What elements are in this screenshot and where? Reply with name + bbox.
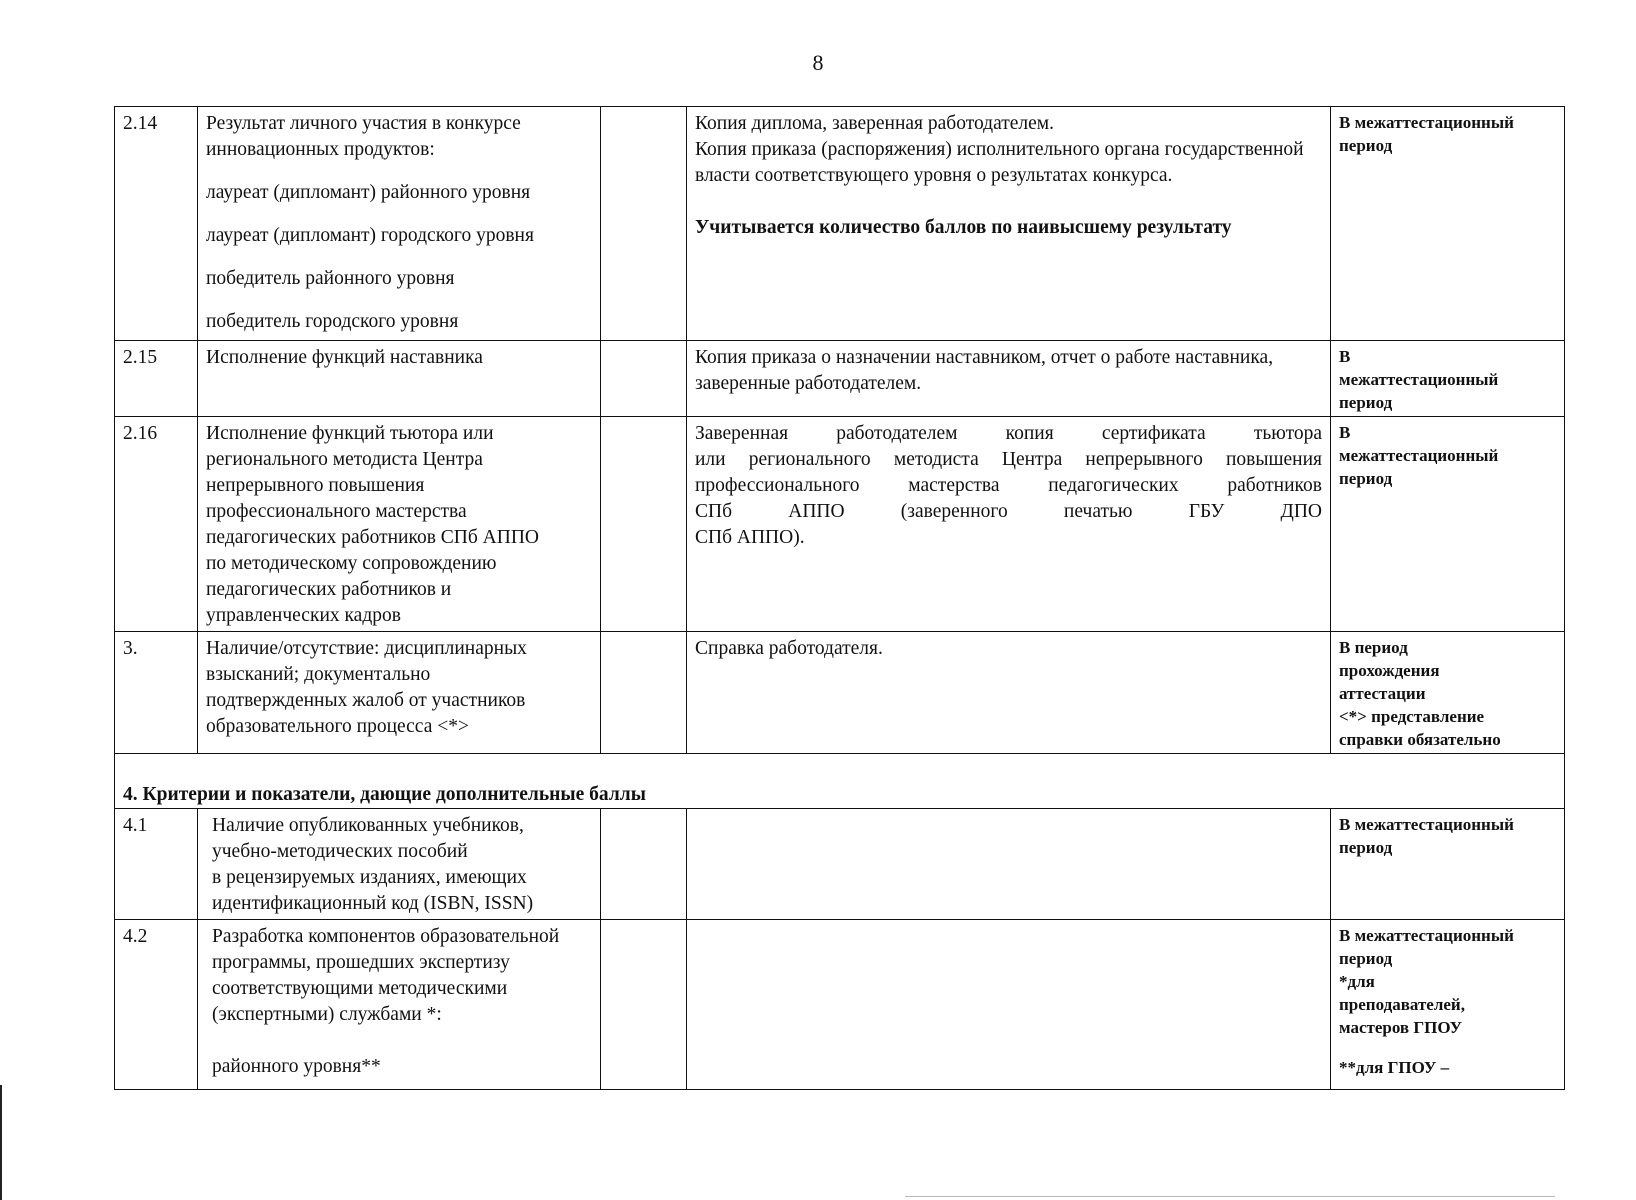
criterion-line: победитель городского уровня (206, 311, 459, 332)
period-note: <*> представление (1339, 707, 1485, 726)
criterion-sub: районного уровня** (212, 1056, 381, 1077)
period-note: справки обязательно (1339, 730, 1501, 749)
page-number: 8 (812, 50, 824, 75)
period-line: период (1339, 469, 1393, 488)
period-line: период (1339, 949, 1393, 968)
row-number: 2.15 (115, 341, 198, 417)
score-cell (601, 809, 687, 920)
period-note: *для (1339, 972, 1375, 991)
criterion-line: Наличие/отсутствие: дисциплинарных (206, 638, 527, 659)
period-line: В межаттестационный (1339, 926, 1514, 945)
row-number: 2.14 (115, 107, 198, 341)
table-row (115, 920, 1565, 1090)
documents-cell (687, 920, 1331, 1090)
period-line: В (1339, 423, 1351, 442)
period-note: **для ГПОУ – (1339, 1058, 1450, 1077)
period-cell (1331, 107, 1565, 341)
score-cell (601, 417, 687, 632)
criterion-line: учебно-методических пособий (212, 841, 468, 862)
period-cell (1331, 632, 1565, 754)
criterion-line: лауреат (дипломант) районного уровня (206, 182, 531, 203)
score-cell (601, 341, 687, 417)
period-line: В (1339, 347, 1351, 366)
document-line: СПб АППО). (695, 527, 805, 548)
criterion-line: образовательного процесса <*> (206, 716, 469, 737)
criterion-line: по методическому сопровождению (206, 553, 497, 574)
score-cell (601, 107, 687, 341)
criterion-line: (экспертными) службами *: (212, 1004, 442, 1025)
criterion-line: Исполнение функций тьютора или (206, 423, 494, 444)
period-line: период (1339, 136, 1393, 155)
scan-edge-mark (0, 1085, 2, 1200)
criterion-line: победитель районного уровня (206, 268, 455, 289)
criteria-table (114, 106, 1565, 1090)
criterion-cell: Исполнение функций наставника (198, 341, 601, 417)
period-line: период (1339, 393, 1393, 412)
criterion-line: подтвержденных жалоб от участников (206, 690, 526, 711)
table-row (115, 341, 1565, 417)
criterion-cell (198, 920, 601, 1090)
section-title: 4. Критерии и показатели, дающие дополнительные баллы (115, 754, 1565, 809)
criterion-line: идентификационный код (ISBN, ISSN) (212, 893, 534, 914)
document-text: Копия диплома, заверенная работодателем. (695, 113, 1055, 134)
criterion-line: управленческих кадров (206, 605, 401, 626)
period-line: межаттестационный (1339, 370, 1499, 389)
row-number: 4.1 (115, 809, 198, 920)
divider (905, 1196, 1555, 1197)
period-line: В межаттестационный (1339, 815, 1514, 834)
row-number: 4.2 (115, 920, 198, 1090)
section-header-row (115, 754, 1565, 809)
criterion-line: Наличие опубликованных учебников, (212, 815, 524, 836)
table-row (115, 107, 1565, 341)
criterion-line: педагогических работников СПб АППО (206, 527, 539, 548)
criterion-line: Результат личного участия в конкурсе (206, 113, 521, 134)
period-line: межаттестационный (1339, 446, 1499, 465)
period-cell (1331, 920, 1565, 1090)
documents-cell (687, 417, 1331, 632)
document-line: профессионального мастерства педагогических работников (695, 475, 1322, 496)
criterion-line: инновационных продуктов: (206, 139, 435, 160)
table-row (115, 809, 1565, 920)
period-line: В межаттестационный (1339, 113, 1514, 132)
criterion-cell (198, 107, 601, 341)
document-text: Копия приказа (распоряжения) исполнительного органа государственной власти соответствующего уровня о результатах конкурса. (695, 139, 1304, 186)
documents-note: Учитывается количество баллов по наивысшему результату (695, 217, 1232, 238)
criterion-line: программы, прошедших экспертизу (212, 952, 510, 973)
period-cell (1331, 809, 1565, 920)
criterion-line: профессионального мастерства (206, 501, 467, 522)
criterion-line: соответствующими методическими (212, 978, 508, 999)
criterion-line: педагогических работников и (206, 579, 452, 600)
row-number: 3. (115, 632, 198, 754)
documents-cell (687, 107, 1331, 341)
documents-cell: Копия приказа о назначении наставником, отчет о работе наставника, заверенные работодателем. (687, 341, 1331, 417)
period-line: период (1339, 838, 1393, 857)
period-line: прохождения (1339, 661, 1440, 680)
criterion-cell (198, 417, 601, 632)
document-line: СПб АППО (заверенного печатью ГБУ ДПО (695, 501, 1322, 522)
documents-cell: Справка работодателя. (687, 632, 1331, 754)
period-note: преподавателей, (1339, 995, 1465, 1014)
documents-cell (687, 809, 1331, 920)
criterion-line: Разработка компонентов образовательной (212, 926, 560, 947)
document-line: или регионального методиста Центра непрерывного повышения (695, 449, 1322, 470)
score-cell (601, 920, 687, 1090)
table-row (115, 632, 1565, 754)
document-line: Заверенная работодателем копия сертификата тьютора (695, 423, 1322, 444)
criterion-line: регионального методиста Центра (206, 449, 483, 470)
criterion-cell (198, 632, 601, 754)
criterion-cell (198, 809, 601, 920)
period-cell (1331, 417, 1565, 632)
criterion-line: непрерывного повышения (206, 475, 425, 496)
table-row (115, 417, 1565, 632)
period-line: В период (1339, 638, 1408, 657)
score-cell (601, 632, 687, 754)
criterion-line: в рецензируемых изданиях, имеющих (212, 867, 527, 888)
criterion-line: взысканий; документально (206, 664, 431, 685)
period-cell (1331, 341, 1565, 417)
criterion-line: лауреат (дипломант) городского уровня (206, 225, 534, 246)
period-line: аттестации (1339, 684, 1426, 703)
period-note: мастеров ГПОУ (1339, 1018, 1463, 1037)
row-number: 2.16 (115, 417, 198, 632)
